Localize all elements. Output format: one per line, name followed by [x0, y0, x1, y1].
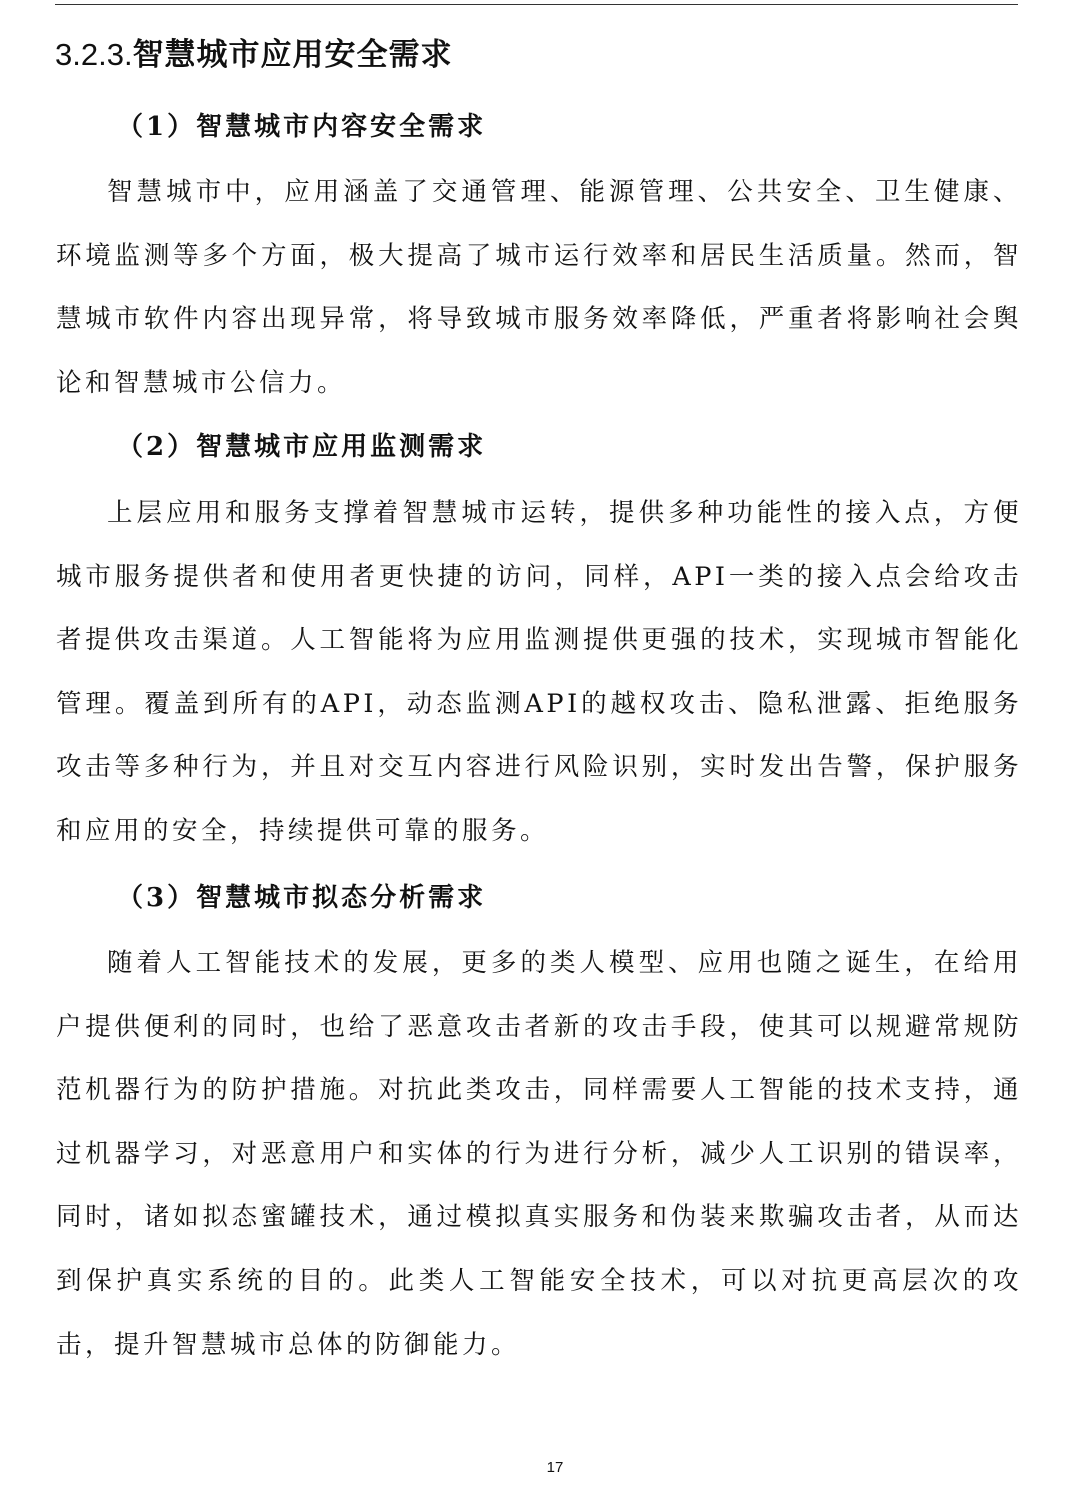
top-rule — [55, 4, 1018, 5]
subsection-heading-3: （3）智慧城市拟态分析需求 — [117, 883, 487, 913]
subsection-paragraph-3: 随着人工智能技术的发展，更多的类人模型、应用也随之诞生，在给用户提供便利的同时，也给了恶意攻击者新的攻击手段，使其可以规避常规防范机器行为的防护措施。对抗此类攻击，同样需要人工智能的技术支持，通过机器学习，对恶意用户和实体的行为进行分析，减少人工识别的错误率，同时，诸如拟态蜜罐技术，通过模拟真实服务和伪装来欺骗攻击者，从而达到保护真实系统的目的。此类人工智能安全技术，可以对抗更高层次的攻击，提升智慧城市总体的防御能力。 — [56, 948, 1022, 1360]
section-number: 3.2.3. — [55, 37, 133, 72]
section-title: 智慧城市应用安全需求 — [132, 37, 453, 73]
subsection-paragraph-1: 智慧城市中，应用涵盖了交通管理、能源管理、公共安全、卫生健康、环境监测等多个方面，极大提高了城市运行效率和居民生活质量。然而，智慧城市软件内容出现异常，将导致城市服务效率降低，严重者将影响社会舆论和智慧城市公信力。 — [56, 177, 1022, 398]
subsection-paragraph-2: 上层应用和服务支撑着智慧城市运转，提供多种功能性的接入点，方便城市服务提供者和使用者更快捷的访问，同样，API一类的接入点会给攻击者提供攻击渠道。人工智能将为应用监测提供更强的技术，实现城市智能化管理。覆盖到所有的API，动态监测API的越权攻击、隐私泄露、拒绝服务攻击等多种行为，并且对交互内容进行风险识别，实时发出告警，保护服务和应用的安全，持续提供可靠的服务。 — [56, 498, 1022, 846]
section-heading — [55, 32, 453, 78]
subsection-heading-2: （2）智慧城市应用监测需求 — [117, 432, 487, 462]
page-number: 17 — [546, 1459, 564, 1476]
subsection-heading-1: （1）智慧城市内容安全需求 — [117, 112, 487, 142]
